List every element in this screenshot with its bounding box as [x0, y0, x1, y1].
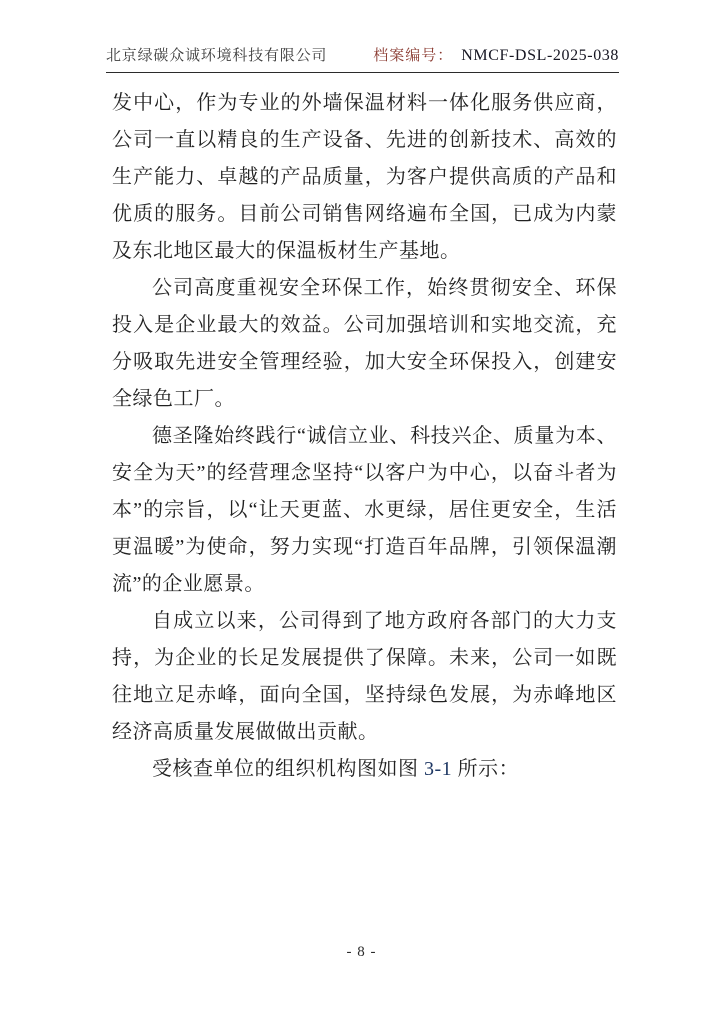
header-company-name: 北京绿碳众诚环境科技有限公司	[106, 48, 328, 64]
paragraph-safety-environment: 公司高度重视安全环保工作，始终贯彻安全、环保投入是企业最大的效益。公司加强培训和实地交流，充分吸取先进安全管理经验，加大安全环保投入，创建安全绿色工厂。	[112, 277, 617, 410]
paragraph-company-philosophy: 德圣隆始终践行“诚信立业、科技兴企、质量为本、安全为天”的经营理念坚持“以客户为中心，以奋斗者为本”的宗旨，以“让天更蓝、水更绿，居住更安全，生活更温暖”为使命，努力实现“打造百年品牌，引领保温潮流”的企业愿景。	[112, 425, 617, 595]
page-footer	[0, 944, 723, 961]
doc-number-value: NMCF-DSL-2025-038	[461, 47, 619, 64]
figure-reference: 3-1	[424, 758, 453, 780]
document-body	[112, 85, 617, 788]
page-number: - 8 -	[346, 944, 377, 960]
doc-number-label: 档案编号：	[373, 48, 454, 64]
header-doc-number	[373, 44, 619, 65]
paragraph-government-support: 自成立以来，公司得到了地方政府各部门的大力支持，为企业的长足发展提供了保障。未来，公司一如既往地立足赤峰，面向全国，坚持绿色发展，为赤峰地区经济高质量发展做做出贡献。	[112, 610, 617, 743]
figure-lead-in-text: 受核查单位的组织机构图如图	[152, 758, 424, 780]
page-header	[106, 44, 619, 73]
paragraph-figure-lead-in	[112, 751, 617, 788]
paragraph-company-intro: 发中心，作为专业的外墙保温材料一体化服务供应商，公司一直以精良的生产设备、先进的创新技术、高效的生产能力、卓越的产品质量，为客户提供高质的产品和优质的服务。目前公司销售网络遍布全国，已成为内蒙及东北地区最大的保温板材生产基地。	[112, 92, 617, 262]
figure-lead-in-suffix: 所示：	[452, 758, 520, 780]
